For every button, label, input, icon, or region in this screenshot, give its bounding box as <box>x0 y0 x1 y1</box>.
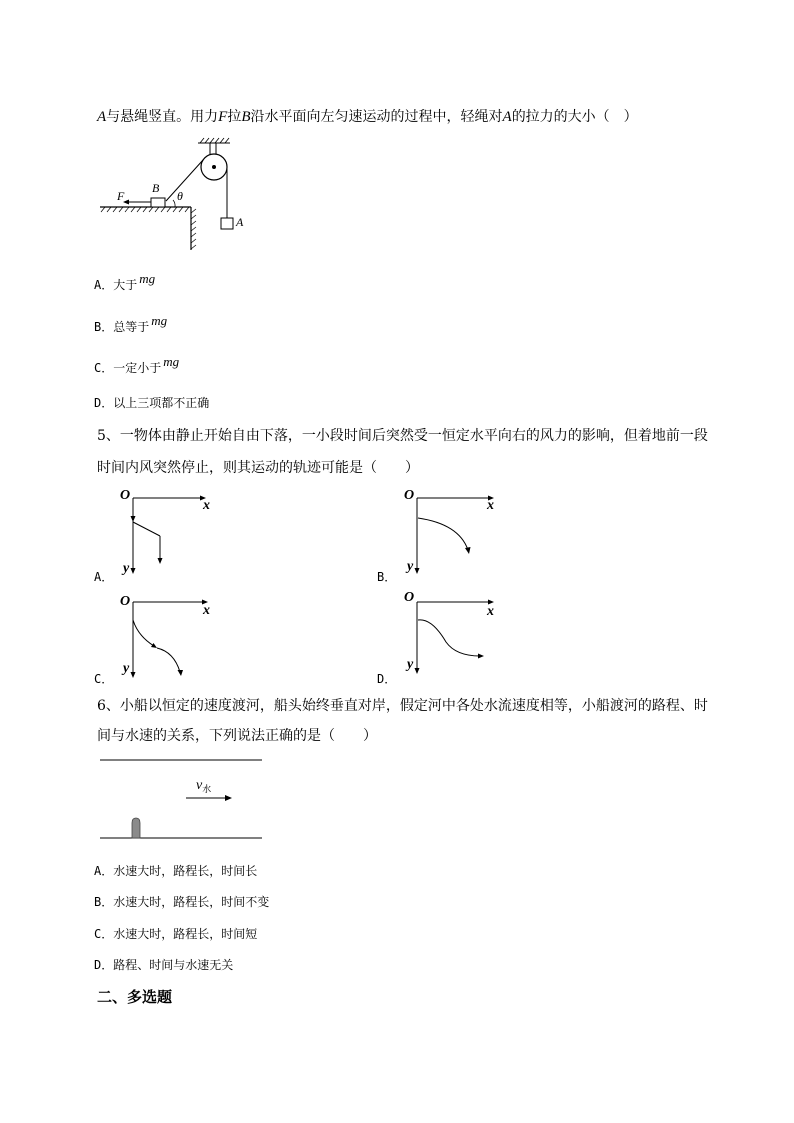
option-letter: B． <box>94 895 114 909</box>
option-letter: B． <box>94 320 114 334</box>
q4-option-d[interactable] <box>94 394 209 411</box>
axis-x-label: x <box>203 498 210 513</box>
pulley-diagram <box>97 138 257 256</box>
q6-option-b[interactable] <box>94 893 269 910</box>
option-symbol: mg <box>151 313 168 328</box>
q6-option-a[interactable] <box>94 862 257 879</box>
q4-option-b[interactable] <box>94 313 168 335</box>
q4-stem <box>97 106 638 126</box>
q4-stem-text: 拉 <box>227 109 242 125</box>
q5-graph-c <box>120 592 220 684</box>
axis-x-label: x <box>203 603 210 618</box>
q4-var-f: F <box>218 109 228 125</box>
q5-stem-line1: 5、一物体由静止开始自由下落，一小段时间后突然受一恒定水平向右的风力的影响，但着地前一段 <box>97 428 708 444</box>
option-letter: C． <box>94 361 114 375</box>
label-theta: θ <box>177 189 183 203</box>
label-f: F <box>117 189 125 203</box>
q6-stem-line1: 6、小船以恒定的速度渡河，船头始终垂直对岸，假定河中各处水流速度相等，小船渡河的路程、时 <box>97 698 708 714</box>
option-text: 大于 <box>113 278 138 292</box>
q5-graph-a <box>120 486 220 578</box>
option-letter: D． <box>94 396 114 410</box>
option-text: 水速大时，路程长，时间不变 <box>113 895 270 909</box>
option-symbol: mg <box>163 354 180 369</box>
axis-x-label: x <box>487 498 494 513</box>
option-text: 水速大时，路程长，时间短 <box>113 927 258 941</box>
option-text: 路程、时间与水速无关 <box>113 958 234 972</box>
axis-y-label: y <box>407 559 414 574</box>
q4-stem-text: 的拉力的大小（ ） <box>511 109 638 125</box>
q5-option-b[interactable]: B． <box>377 570 397 584</box>
q4-var-b: B <box>241 109 251 125</box>
axis-origin: O <box>120 594 131 609</box>
option-symbol: mg <box>139 271 156 286</box>
option-letter: D． <box>94 958 114 972</box>
q6-option-d[interactable] <box>94 956 233 973</box>
q5-graph-d <box>404 588 504 680</box>
q4-var-a: A <box>97 109 107 125</box>
axis-y-label: y <box>123 661 130 676</box>
q6-stem-line2: 间与水速的关系，下列说法正确的是（ ） <box>97 728 377 744</box>
axis-origin: O <box>120 488 131 503</box>
axis-x-label: x <box>487 604 494 619</box>
q4-stem-text: 沿水平面向左匀速运动的过程中，轻绳对 <box>250 109 503 125</box>
river-diagram <box>100 752 265 844</box>
axis-origin: O <box>404 590 415 605</box>
q4-option-c[interactable] <box>94 354 180 376</box>
q5-option-c[interactable]: C． <box>94 672 114 686</box>
label-a: A <box>236 215 244 229</box>
axis-y-label: y <box>407 657 414 672</box>
q5-option-d[interactable]: D． <box>377 672 397 686</box>
velocity-label: $v_水$ <box>196 778 212 795</box>
q5-stem-line2: 时间内风突然停止，则其运动的轨迹可能是（ ） <box>97 460 419 476</box>
option-letter: A． <box>94 278 114 292</box>
option-letter: C． <box>94 927 114 941</box>
q5-option-a[interactable]: A． <box>94 570 114 584</box>
option-letter: A． <box>94 864 114 878</box>
q5-graph-b <box>404 486 504 578</box>
q4-option-a[interactable] <box>94 271 156 293</box>
q4-var-a2: A <box>502 109 512 125</box>
option-text: 水速大时，路程长，时间长 <box>113 864 258 878</box>
q6-option-c[interactable] <box>94 925 257 942</box>
option-text: 总等于 <box>113 320 150 334</box>
axis-y-label: y <box>123 561 130 576</box>
section-heading: 二、多选题 <box>97 988 173 1006</box>
q4-stem-text: 与悬绳竖直。用力 <box>106 109 219 125</box>
boat-icon <box>132 818 140 838</box>
option-text: 一定小于 <box>113 361 162 375</box>
label-b: B <box>152 181 160 195</box>
axis-origin: O <box>404 488 415 503</box>
option-text: 以上三项都不正确 <box>113 396 210 410</box>
